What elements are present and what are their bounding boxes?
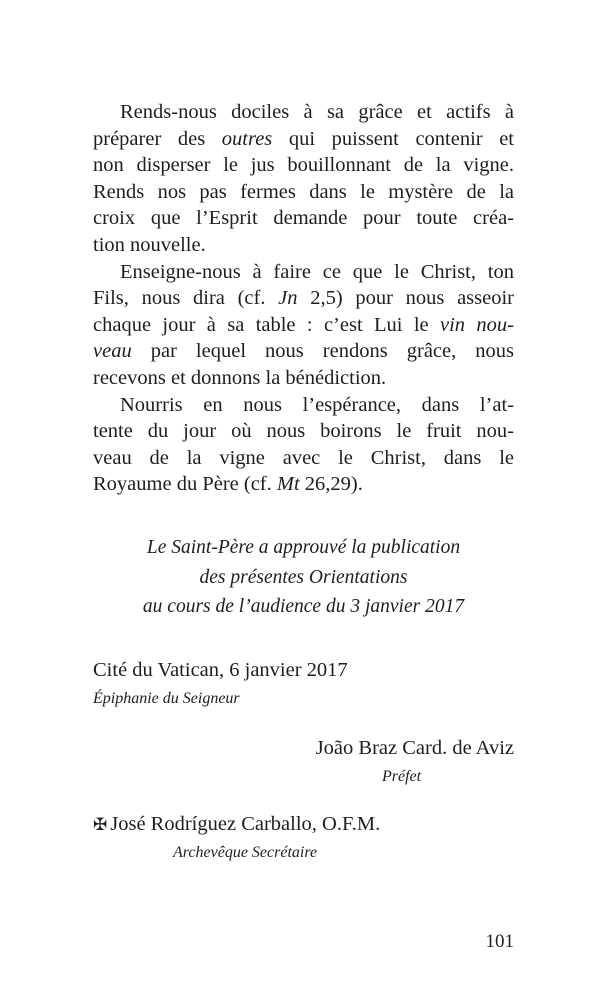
text-segment: veau de la vigne avec le Christ, dans le — [93, 446, 514, 469]
feast-day: Épiphanie du Seigneur — [93, 690, 240, 707]
approval-line: au cours de l’audience du 3 janvier 2017 — [142, 596, 465, 617]
italic-text: outres — [221, 127, 273, 150]
text-line — [93, 471, 514, 498]
approval-line: des présentes Orientations — [199, 566, 408, 588]
text-segment: Nourris en nous l’espérance, dans l’at- — [120, 393, 514, 416]
text-segment: recevons et donnons la bénédiction. — [93, 366, 387, 389]
text-line — [93, 232, 514, 259]
text-segment: Rends nos pas fermes dans le mystère de la — [93, 180, 514, 203]
text-segment: non disperser le jus bouillonnant de la vigne. — [93, 154, 514, 177]
text-line — [93, 126, 514, 153]
episcopal-cross-icon: ✠ — [93, 815, 108, 834]
italic-text: veau — [93, 340, 132, 363]
signatory-prefect-role: Préfet — [382, 768, 422, 785]
body-text — [93, 99, 514, 498]
text-segment: 2,5) pour nous asseoir — [297, 287, 515, 310]
text-segment: tente du jour où nous boirons le fruit nou- — [93, 420, 514, 443]
text-line — [93, 418, 514, 445]
approval-line: Le Saint-Père a approuvé la publication — [146, 537, 461, 558]
text-line — [93, 205, 514, 232]
text-line — [93, 179, 514, 206]
italic-text: vin nou- — [440, 313, 514, 336]
text-line — [93, 312, 514, 339]
signatory-secretary — [93, 813, 380, 836]
text-line — [93, 392, 514, 419]
text-segment: 26,29). — [299, 473, 363, 496]
approval-note — [93, 533, 514, 622]
text-segment: par lequel nous rendons grâce, nous — [131, 340, 514, 363]
italic-text: Mt — [276, 473, 300, 496]
place-date: Cité du Vatican, 6 janvier 2017 — [93, 659, 348, 681]
text-segment: croix que l’Esprit demande pour toute créa- — [93, 207, 514, 230]
italic-text: Jn — [278, 287, 298, 310]
text-segment: qui puissent contenir et — [272, 127, 514, 150]
text-line — [93, 365, 514, 392]
signatory-secretary-role: Archevêque Secrétaire — [173, 844, 318, 861]
text-segment: Fils, nous dira (cf. — [93, 287, 279, 310]
text-line — [93, 99, 514, 126]
text-line — [93, 152, 514, 179]
signatory-secretary-name: José Rodríguez Carballo, O.F.M. — [110, 813, 381, 835]
text-line — [93, 445, 514, 472]
text-segment: Enseigne-nous à faire ce que le Christ, ton — [120, 260, 514, 283]
page-number: 101 — [485, 931, 514, 952]
text-segment: chaque jour à sa table : c’est Lui le — [93, 313, 441, 336]
signatory-prefect-name: João Braz Card. de Aviz — [315, 737, 514, 759]
text-segment: Rends-nous dociles à sa grâce et actifs à — [120, 101, 514, 123]
text-segment: préparer des — [93, 127, 222, 150]
text-line — [93, 338, 514, 365]
text-line — [93, 285, 514, 312]
text-line — [93, 259, 514, 286]
text-segment: tion nouvelle. — [93, 233, 206, 256]
text-segment: Royaume du Père (cf. — [93, 473, 277, 496]
